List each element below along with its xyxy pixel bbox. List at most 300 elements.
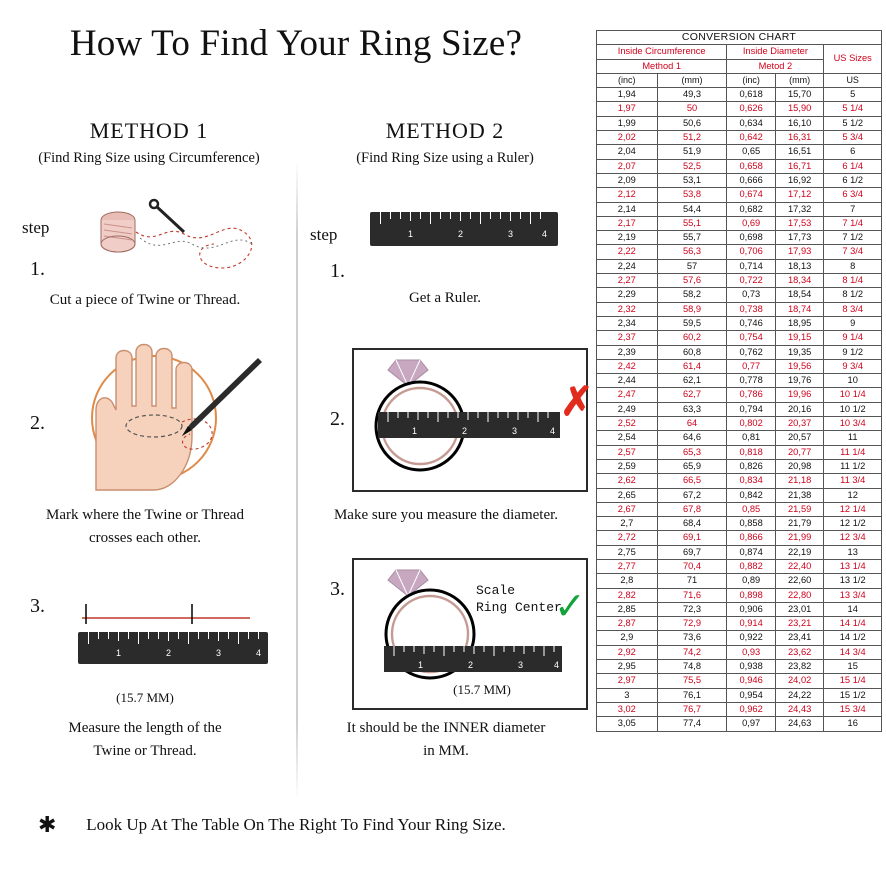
table-cell: 75,5 (657, 674, 727, 688)
table-cell: 0,674 (727, 188, 776, 202)
table-cell: 52,5 (657, 159, 727, 173)
table-row (597, 388, 882, 402)
table-cell: 0,762 (727, 345, 776, 359)
table-cell: 15 1/4 (824, 674, 882, 688)
table-row (597, 345, 882, 359)
table-cell: 17,73 (775, 231, 824, 245)
table-cell: 74,8 (657, 660, 727, 674)
table-cell: 0,938 (727, 660, 776, 674)
conversion-chart-unit-row (597, 73, 882, 87)
table-cell: 12 1/4 (824, 502, 882, 516)
table-cell: 13 1/4 (824, 559, 882, 573)
table-row (597, 445, 882, 459)
table-cell: 72,9 (657, 617, 727, 631)
table-cell: 17,12 (775, 188, 824, 202)
svg-text:4: 4 (550, 426, 556, 436)
method-1-step-1-number: 1. (30, 258, 45, 280)
table-cell: 16,51 (775, 145, 824, 159)
table-cell: 8 (824, 259, 882, 273)
table-row (597, 517, 882, 531)
table-cell: 16,10 (775, 116, 824, 130)
method-2-step-2-number: 2. (330, 408, 345, 430)
table-cell: 69,1 (657, 531, 727, 545)
table-cell: 0,746 (727, 316, 776, 330)
table-cell: 13 (824, 545, 882, 559)
table-cell: 16 (824, 717, 882, 731)
table-cell: 2,47 (597, 388, 658, 402)
unit-us: US (824, 73, 882, 87)
table-cell: 2,67 (597, 502, 658, 516)
table-cell: 2,82 (597, 588, 658, 602)
method-2-step-1-caption: Get a Ruler. (408, 290, 482, 306)
table-cell: 58,9 (657, 302, 727, 316)
table-cell: 20,98 (775, 459, 824, 473)
conversion-chart-title: CONVERSION CHART (597, 31, 882, 45)
table-cell: 21,59 (775, 502, 824, 516)
incorrect-mark-icon: ✗ (560, 380, 594, 424)
table-cell: 16,31 (775, 131, 824, 145)
table-cell: 2,92 (597, 645, 658, 659)
method-1-step-label: step (22, 218, 50, 237)
method-1-ruler-label-2: 2 (166, 648, 172, 658)
table-cell: 53,8 (657, 188, 727, 202)
method-2-heading: METHOD 2 (385, 118, 505, 143)
table-row (597, 588, 882, 602)
table-cell: 22,60 (775, 574, 824, 588)
table-cell: 9 1/2 (824, 345, 882, 359)
table-cell: 62,1 (657, 374, 727, 388)
unit-circumference-inch: (inc) (597, 73, 658, 87)
method-1-ruler (78, 632, 268, 664)
header-inside-diameter: Inside Diameter (727, 45, 824, 59)
table-cell: 56,3 (657, 245, 727, 259)
table-cell: 5 1/4 (824, 102, 882, 116)
table-cell: 2,14 (597, 202, 658, 216)
table-row (597, 417, 882, 431)
table-cell: 55,1 (657, 216, 727, 230)
table-cell: 68,4 (657, 517, 727, 531)
table-row (597, 674, 882, 688)
table-cell: 22,19 (775, 545, 824, 559)
table-cell: 21,38 (775, 488, 824, 502)
conversion-chart-title-row (597, 31, 882, 45)
table-row (597, 302, 882, 316)
table-cell: 0,634 (727, 116, 776, 130)
table-row (597, 488, 882, 502)
page-title: How To Find Your Ring Size? (69, 23, 523, 64)
method-1-step-3-number: 3. (30, 595, 45, 617)
table-row (597, 545, 882, 559)
table-cell: 15,90 (775, 102, 824, 116)
table-cell: 1,94 (597, 88, 658, 102)
table-cell: 12 3/4 (824, 531, 882, 545)
table-cell: 72,3 (657, 602, 727, 616)
table-cell: 0,914 (727, 617, 776, 631)
method-1-step-2-caption-line1: Mark where the Twine or Thread (46, 507, 244, 523)
table-cell: 20,37 (775, 417, 824, 431)
table-cell: 51,2 (657, 131, 727, 145)
table-cell: 18,34 (775, 274, 824, 288)
table-cell: 2,37 (597, 331, 658, 345)
table-cell: 15 3/4 (824, 702, 882, 716)
table-cell: 0,698 (727, 231, 776, 245)
table-cell: 71 (657, 574, 727, 588)
table-cell: 0,794 (727, 402, 776, 416)
table-cell: 14 (824, 602, 882, 616)
table-cell: 2,07 (597, 159, 658, 173)
scale-ring-center-label-line1: Scale (476, 583, 516, 598)
table-cell: 61,4 (657, 359, 727, 373)
table-cell: 12 1/2 (824, 517, 882, 531)
conversion-chart-panel (596, 30, 882, 732)
table-cell: 2,44 (597, 374, 658, 388)
table-row (597, 660, 882, 674)
table-cell: 2,49 (597, 402, 658, 416)
table-cell: 0,69 (727, 216, 776, 230)
table-cell: 7 1/4 (824, 216, 882, 230)
table-cell: 2,72 (597, 531, 658, 545)
table-cell: 3,02 (597, 702, 658, 716)
table-cell: 17,93 (775, 245, 824, 259)
table-cell: 2,04 (597, 145, 658, 159)
table-cell: 60,8 (657, 345, 727, 359)
correct-mark-icon: ✓ (554, 586, 586, 628)
table-cell: 2,75 (597, 545, 658, 559)
table-cell: 24,02 (775, 674, 824, 688)
table-row (597, 559, 882, 573)
table-cell: 8 1/4 (824, 274, 882, 288)
table-cell: 24,43 (775, 702, 824, 716)
table-cell: 0,898 (727, 588, 776, 602)
table-row (597, 331, 882, 345)
method-1-ruler-label-1: 1 (116, 648, 122, 658)
svg-text:2: 2 (462, 426, 468, 436)
table-cell: 21,79 (775, 517, 824, 531)
table-cell: 2,59 (597, 459, 658, 473)
table-cell: 0,866 (727, 531, 776, 545)
table-row (597, 431, 882, 445)
table-cell: 11 1/4 (824, 445, 882, 459)
table-cell: 2,39 (597, 345, 658, 359)
table-cell: 65,9 (657, 459, 727, 473)
table-cell: 70,4 (657, 559, 727, 573)
method-1-measure-value: (15.7 MM) (116, 690, 174, 705)
table-cell: 49,3 (657, 88, 727, 102)
table-cell: 66,5 (657, 474, 727, 488)
table-cell: 2,12 (597, 188, 658, 202)
method-1-step-1-caption: Cut a piece of Twine or Thread. (49, 292, 241, 308)
method-2-ruler-label-4: 4 (542, 229, 548, 239)
table-row (597, 645, 882, 659)
unit-diameter-inch: (inc) (727, 73, 776, 87)
table-cell: 2,87 (597, 617, 658, 631)
table-cell: 6 (824, 145, 882, 159)
table-cell: 0,73 (727, 288, 776, 302)
svg-text:1: 1 (418, 660, 424, 670)
method-1-subheading: (Find Ring Size using Circumference) (38, 150, 260, 166)
table-cell: 17,53 (775, 216, 824, 230)
table-row (597, 617, 882, 631)
svg-text:2: 2 (468, 660, 474, 670)
table-row (597, 245, 882, 259)
method-2-step-2-figure (352, 348, 588, 492)
header-us-sizes: US Sizes (824, 45, 882, 74)
table-cell: 7 3/4 (824, 245, 882, 259)
method-2-measure-value: (15.7 MM) (453, 682, 511, 697)
method-1-column (4, 118, 294, 167)
table-cell: 0,882 (727, 559, 776, 573)
table-cell: 21,99 (775, 531, 824, 545)
table-cell: 57,6 (657, 274, 727, 288)
method-2-step-2-caption: Make sure you measure the diameter. (333, 507, 559, 523)
table-cell: 3 (597, 688, 658, 702)
table-cell: 0,77 (727, 359, 776, 373)
conversion-chart-body (597, 88, 882, 731)
table-cell: 23,21 (775, 617, 824, 631)
table-cell: 9 3/4 (824, 359, 882, 373)
table-cell: 2,42 (597, 359, 658, 373)
table-cell: 0,818 (727, 445, 776, 459)
table-cell: 8 3/4 (824, 302, 882, 316)
table-cell: 7 1/2 (824, 231, 882, 245)
table-cell: 65,3 (657, 445, 727, 459)
table-cell: 0,954 (727, 688, 776, 702)
table-cell: 3,05 (597, 717, 658, 731)
table-cell: 9 (824, 316, 882, 330)
method-2-step-3-caption-line2: in MM. (423, 743, 469, 759)
table-row (597, 159, 882, 173)
table-cell: 2,65 (597, 488, 658, 502)
table-cell: 18,13 (775, 259, 824, 273)
table-cell: 19,96 (775, 388, 824, 402)
table-cell: 24,22 (775, 688, 824, 702)
method-2-ruler-label-2: 2 (458, 229, 464, 239)
table-cell: 2,95 (597, 660, 658, 674)
method-2-step-1-number: 1. (330, 260, 345, 282)
table-row (597, 531, 882, 545)
table-cell: 76,1 (657, 688, 727, 702)
table-cell: 10 (824, 374, 882, 388)
vertical-divider (296, 160, 298, 800)
table-cell: 23,62 (775, 645, 824, 659)
table-cell: 8 1/2 (824, 288, 882, 302)
method-1-ruler-label-4: 4 (256, 648, 262, 658)
table-cell: 18,74 (775, 302, 824, 316)
table-cell: 0,65 (727, 145, 776, 159)
table-cell: 6 1/2 (824, 173, 882, 187)
table-cell: 15 (824, 660, 882, 674)
table-cell: 0,722 (727, 274, 776, 288)
conversion-chart-group-header-row (597, 45, 882, 59)
table-cell: 0,962 (727, 702, 776, 716)
table-cell: 0,906 (727, 602, 776, 616)
method-1-step-3-caption-line1: Measure the length of the (68, 720, 222, 736)
table-row (597, 88, 882, 102)
table-cell: 2,34 (597, 316, 658, 330)
table-cell: 2,97 (597, 674, 658, 688)
table-cell: 71,6 (657, 588, 727, 602)
method-1-heading: METHOD 1 (89, 118, 209, 143)
table-cell: 50,6 (657, 116, 727, 130)
table-cell: 67,8 (657, 502, 727, 516)
table-cell: 9 1/4 (824, 331, 882, 345)
table-cell: 22,40 (775, 559, 824, 573)
table-cell: 20,57 (775, 431, 824, 445)
table-cell: 24,63 (775, 717, 824, 731)
table-cell: 53,1 (657, 173, 727, 187)
table-cell: 11 (824, 431, 882, 445)
table-row (597, 474, 882, 488)
table-cell: 0,81 (727, 431, 776, 445)
table-cell: 23,01 (775, 602, 824, 616)
table-cell: 23,41 (775, 631, 824, 645)
table-cell: 11 3/4 (824, 474, 882, 488)
footer-note: Look Up At The Table On The Right To Find Your Ring Size. (86, 815, 506, 834)
table-cell: 19,76 (775, 374, 824, 388)
table-cell: 21,18 (775, 474, 824, 488)
table-row (597, 274, 882, 288)
table-row (597, 259, 882, 273)
table-cell: 16,92 (775, 173, 824, 187)
table-cell: 0,786 (727, 388, 776, 402)
table-cell: 10 1/4 (824, 388, 882, 402)
table-cell: 2,29 (597, 288, 658, 302)
table-cell: 0,842 (727, 488, 776, 502)
table-cell: 2,77 (597, 559, 658, 573)
method-1-ruler-label-3: 3 (216, 648, 222, 658)
table-cell: 20,16 (775, 402, 824, 416)
table-cell: 14 1/2 (824, 631, 882, 645)
table-cell: 2,22 (597, 245, 658, 259)
table-cell: 62,7 (657, 388, 727, 402)
table-row (597, 188, 882, 202)
twine-spool-illustration (96, 198, 276, 288)
table-cell: 0,85 (727, 502, 776, 516)
table-cell: 18,95 (775, 316, 824, 330)
method-2-step-3-caption-line1: It should be the INNER diameter (346, 720, 546, 736)
table-cell: 0,874 (727, 545, 776, 559)
table-cell: 12 (824, 488, 882, 502)
table-row (597, 145, 882, 159)
table-cell: 19,56 (775, 359, 824, 373)
table-cell: 76,7 (657, 702, 727, 716)
table-cell: 2,02 (597, 131, 658, 145)
table-cell: 64,6 (657, 431, 727, 445)
scale-ring-center-label-line2: Ring Center (476, 600, 562, 615)
method-2-step-label: step (310, 225, 338, 244)
table-row (597, 131, 882, 145)
table-cell: 2,62 (597, 474, 658, 488)
table-row (597, 602, 882, 616)
table-cell: 13 3/4 (824, 588, 882, 602)
table-cell: 2,17 (597, 216, 658, 230)
table-cell: 0,626 (727, 102, 776, 116)
table-cell: 23,82 (775, 660, 824, 674)
table-row (597, 316, 882, 330)
table-cell: 5 3/4 (824, 131, 882, 145)
table-cell: 19,35 (775, 345, 824, 359)
table-cell: 18,54 (775, 288, 824, 302)
asterisk-icon: ✱ (38, 812, 57, 837)
table-row (597, 216, 882, 230)
table-row (597, 717, 882, 731)
table-cell: 50 (657, 102, 727, 116)
table-cell: 0,706 (727, 245, 776, 259)
header-inside-circumference: Inside Circumference (597, 45, 727, 59)
table-cell: 15 1/2 (824, 688, 882, 702)
svg-text:3: 3 (518, 660, 524, 670)
table-cell: 77,4 (657, 717, 727, 731)
table-cell: 2,85 (597, 602, 658, 616)
method-2-ruler (370, 212, 558, 246)
table-cell: 2,54 (597, 431, 658, 445)
table-row (597, 631, 882, 645)
table-cell: 0,858 (727, 517, 776, 531)
table-cell: 14 3/4 (824, 645, 882, 659)
hand-with-thread-illustration (62, 340, 282, 490)
table-cell: 59,5 (657, 316, 727, 330)
table-cell: 67,2 (657, 488, 727, 502)
table-cell: 6 3/4 (824, 188, 882, 202)
table-row (597, 459, 882, 473)
table-cell: 51,9 (657, 145, 727, 159)
table-cell: 2,24 (597, 259, 658, 273)
table-row (597, 702, 882, 716)
table-cell: 0,666 (727, 173, 776, 187)
table-cell: 73,6 (657, 631, 727, 645)
table-cell: 17,32 (775, 202, 824, 216)
method-2-step-3-number: 3. (330, 578, 345, 600)
table-row (597, 502, 882, 516)
table-cell: 2,8 (597, 574, 658, 588)
table-cell: 0,946 (727, 674, 776, 688)
svg-text:3: 3 (512, 426, 518, 436)
svg-text:4: 4 (554, 660, 560, 670)
table-cell: 6 1/4 (824, 159, 882, 173)
table-row (597, 688, 882, 702)
table-cell: 0,778 (727, 374, 776, 388)
table-cell: 2,7 (597, 517, 658, 531)
method-1-step-2-number: 2. (30, 412, 45, 434)
method-1-step-3-caption-line2: Twine or Thread. (93, 743, 197, 759)
table-cell: 0,93 (727, 645, 776, 659)
table-cell: 2,9 (597, 631, 658, 645)
table-cell: 5 (824, 88, 882, 102)
table-cell: 16,71 (775, 159, 824, 173)
table-cell: 0,89 (727, 574, 776, 588)
table-cell: 10 3/4 (824, 417, 882, 431)
table-row (597, 202, 882, 216)
unit-circumference-mm: (mm) (657, 73, 727, 87)
table-cell: 5 1/2 (824, 116, 882, 130)
svg-text:1: 1 (412, 426, 418, 436)
table-cell: 7 (824, 202, 882, 216)
method-2-ruler-label-1: 1 (408, 229, 414, 239)
header-method-1: Method 1 (597, 59, 727, 73)
table-cell: 0,682 (727, 202, 776, 216)
table-cell: 2,52 (597, 417, 658, 431)
table-cell: 0,826 (727, 459, 776, 473)
table-cell: 63,3 (657, 402, 727, 416)
table-cell: 1,99 (597, 116, 658, 130)
table-cell: 15,70 (775, 88, 824, 102)
method-2-subheading: (Find Ring Size using a Ruler) (356, 150, 534, 166)
table-cell: 54,4 (657, 202, 727, 216)
table-row (597, 374, 882, 388)
table-cell: 22,80 (775, 588, 824, 602)
table-cell: 58,2 (657, 288, 727, 302)
table-cell: 0,97 (727, 717, 776, 731)
